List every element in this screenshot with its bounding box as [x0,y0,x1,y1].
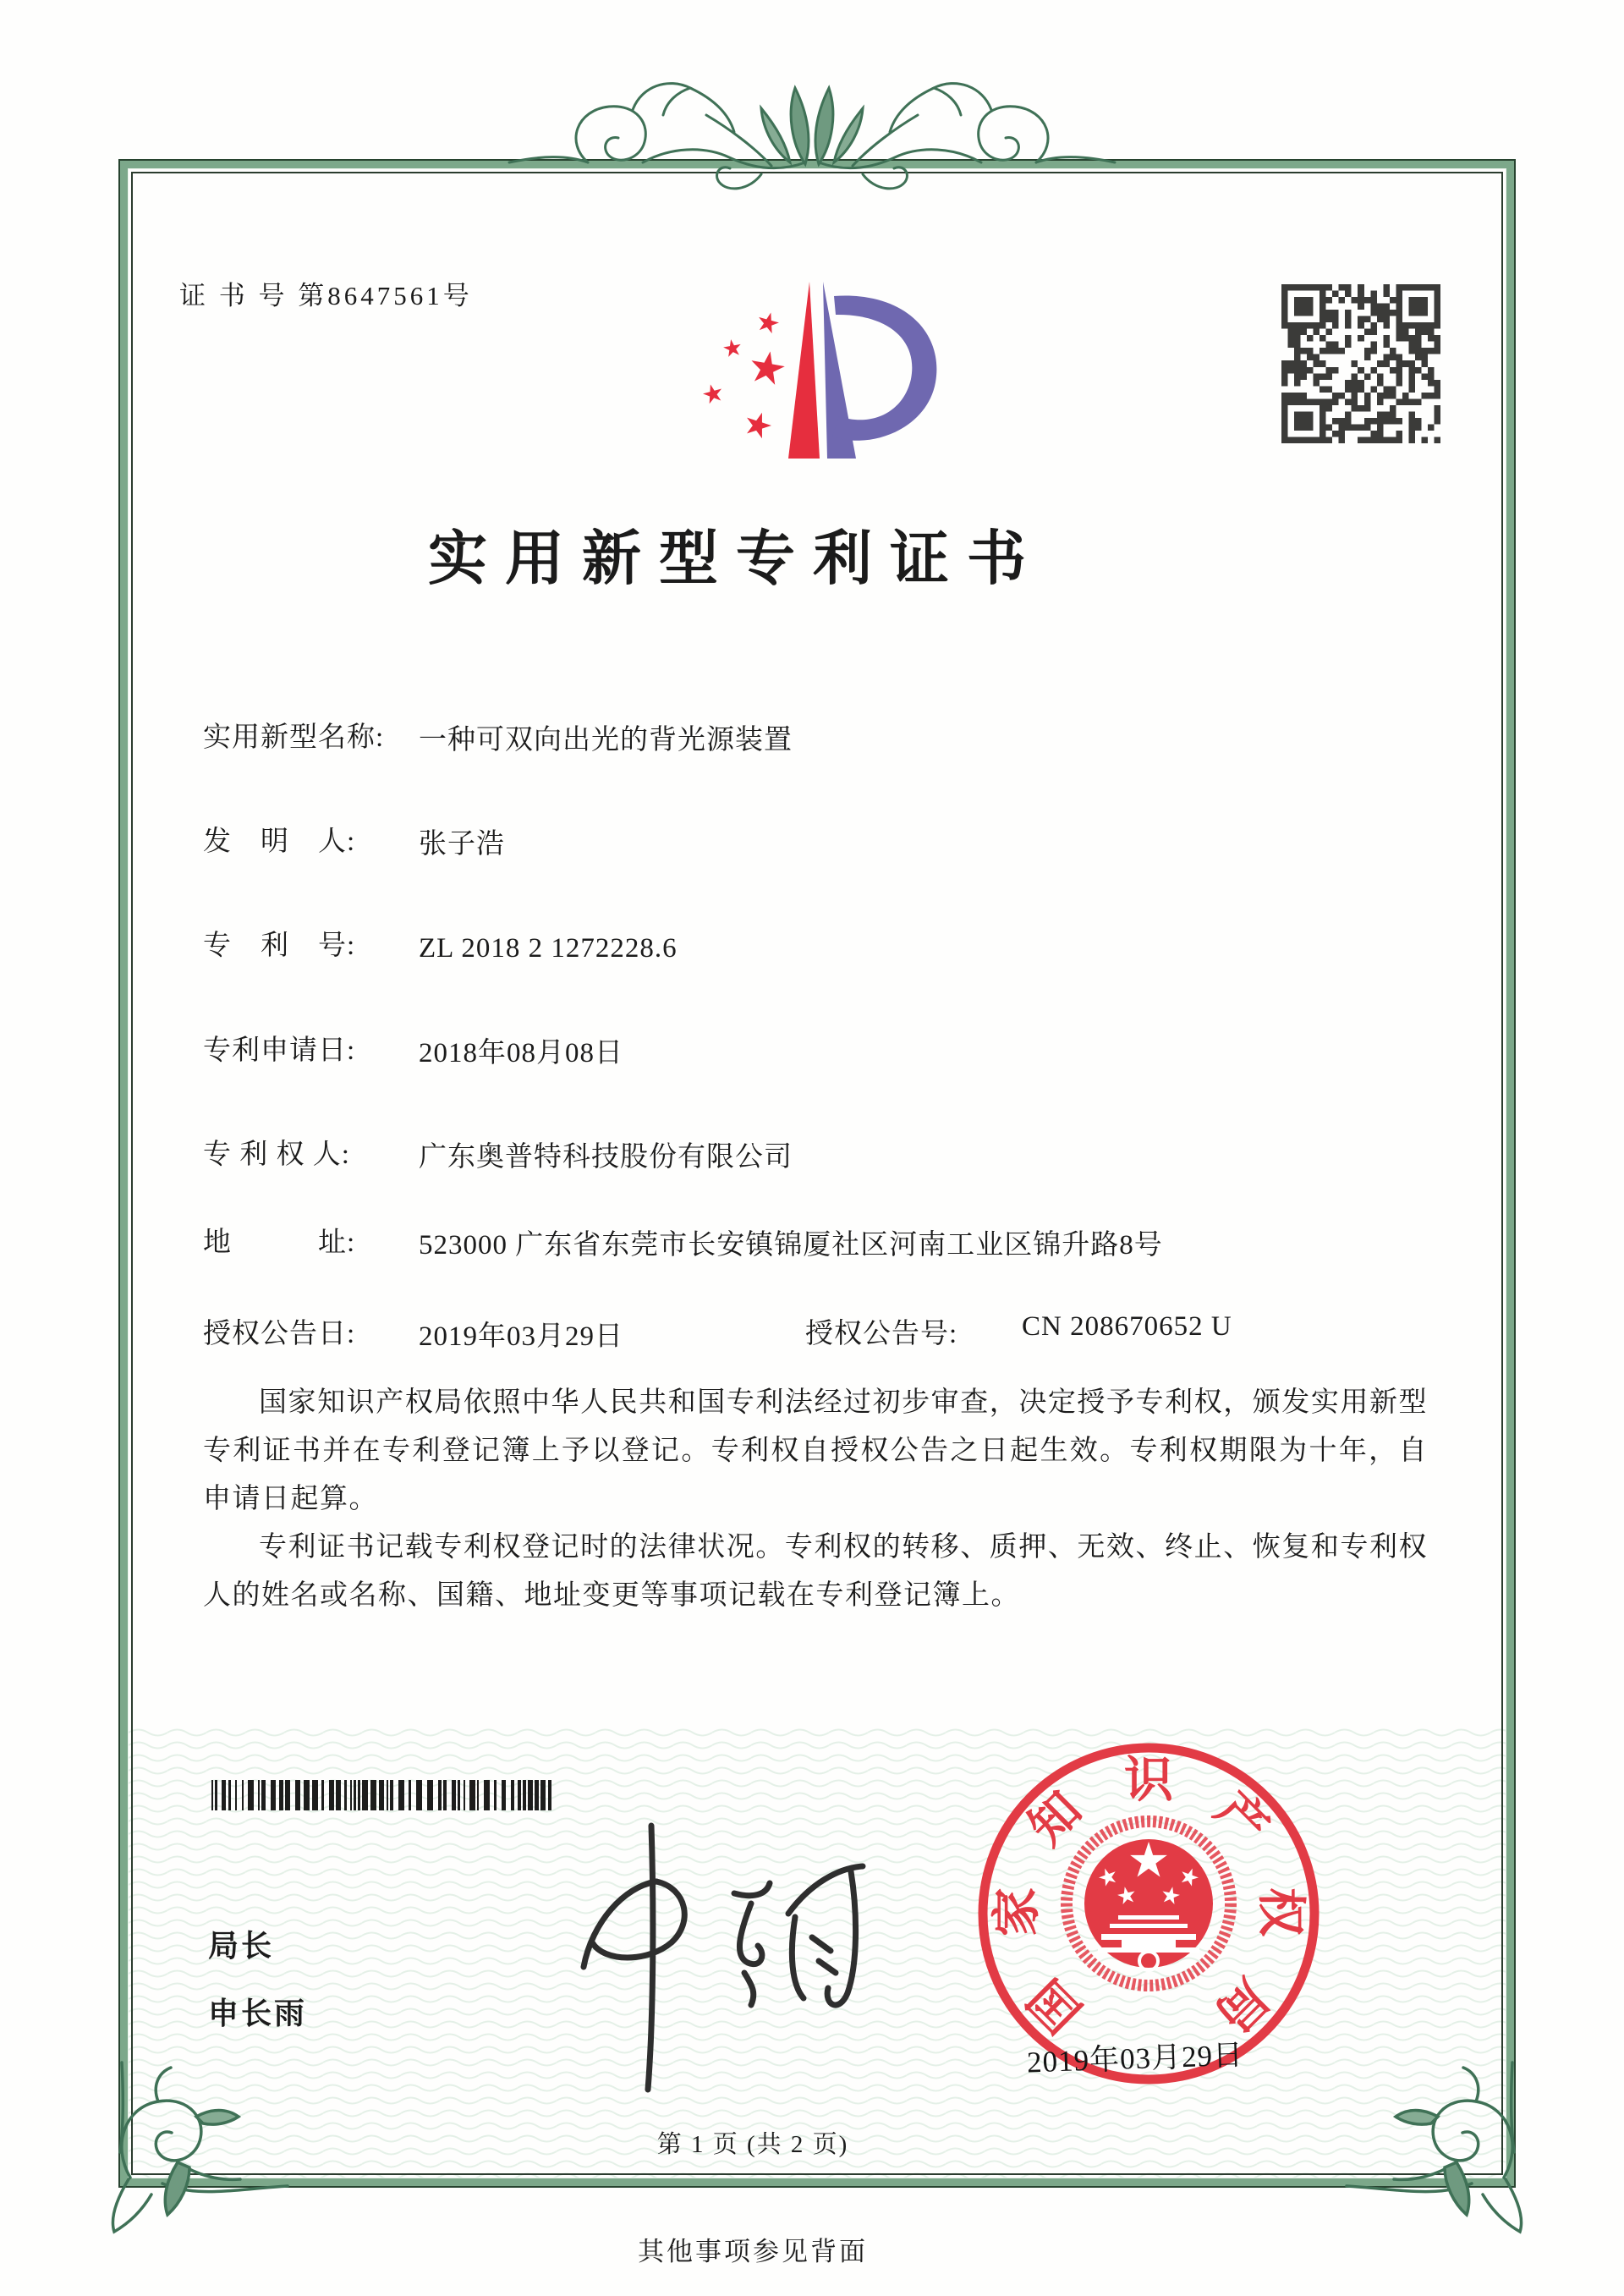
grant-no-label: 授权公告号: [805,1319,958,1349]
field-label: 实用新型名称: [203,722,385,753]
commissioner-name: 申长雨 [208,1996,308,2030]
certificate-title: 实用新型专利证书 [428,527,1044,592]
field-value: 523000 广东省东莞市长安镇锦厦社区河南工业区锦升路8号 [419,1230,1163,1261]
bottom-left-flourish-ornament [78,2061,289,2244]
legal-text-block [203,1379,1428,1620]
page-number: 第 1 页 (共 2 页) [656,2131,849,2158]
grant-date-label: 授权公告日: [203,1319,356,1349]
seal-ring-char: 权 [1253,1887,1309,1937]
seal-ring-char: 识 [1123,1752,1174,1808]
commissioner-title: 局长 [208,1928,275,1963]
top-flourish-ornament [508,64,1116,206]
field-value: 张子浩 [419,829,505,860]
seal-ring-char: 国 [1018,1968,1093,2042]
field-value: 广东奥普特科技股份有限公司 [419,1142,793,1173]
legal-paragraph-1: 国家知识产权局依照中华人民共和国专利法经过初步审查，决定授予专利权，颁发实用新型专利证书并在专利登记簿上予以登记。专利权自授权公告之日起生效。专利权期限为十年，自申请日起算。 [203,1387,1428,1514]
cnipa-logo-icon [660,245,964,474]
bottom-right-flourish-ornament [1345,2061,1556,2244]
qr-code [1281,284,1440,443]
signature [508,1819,930,2098]
field-label: 地 址: [203,1228,356,1258]
grant-date-value: 2019年03月29日 [419,1321,623,1352]
field-value: ZL 2018 2 1272228.6 [419,933,678,964]
field-value: 一种可双向出光的背光源装置 [419,725,793,755]
certificate-number: 证 书 号 第8647561号 [179,281,473,310]
back-side-note: 其他事项参见背面 [638,2237,868,2266]
field-label: 专 利 号: [203,931,356,961]
field-label: 发 明 人: [203,827,356,857]
barcode [211,1780,562,1810]
seal-ring-char: 局 [1204,1968,1279,2042]
legal-paragraph-2: 专利证书记载专利权登记时的法律状况。专利权的转移、质押、无效、终止、恢复和专利权人的姓名或名称、国籍、地址变更等事项记载在专利登记簿上。 [203,1532,1428,1611]
field-value: 2018年08月08日 [419,1038,623,1068]
seal-date: 2019年03月29日 [1026,2038,1244,2079]
seal-ring-char: 知 [1018,1782,1093,1856]
seal-ring-char: 家 [989,1887,1045,1937]
grant-no-value: CN 208670652 U [1022,1311,1232,1342]
field-label: 专利申请日: [203,1035,356,1066]
field-label: 专 利 权 人: [203,1140,350,1170]
seal-ring-char: 产 [1204,1782,1279,1856]
